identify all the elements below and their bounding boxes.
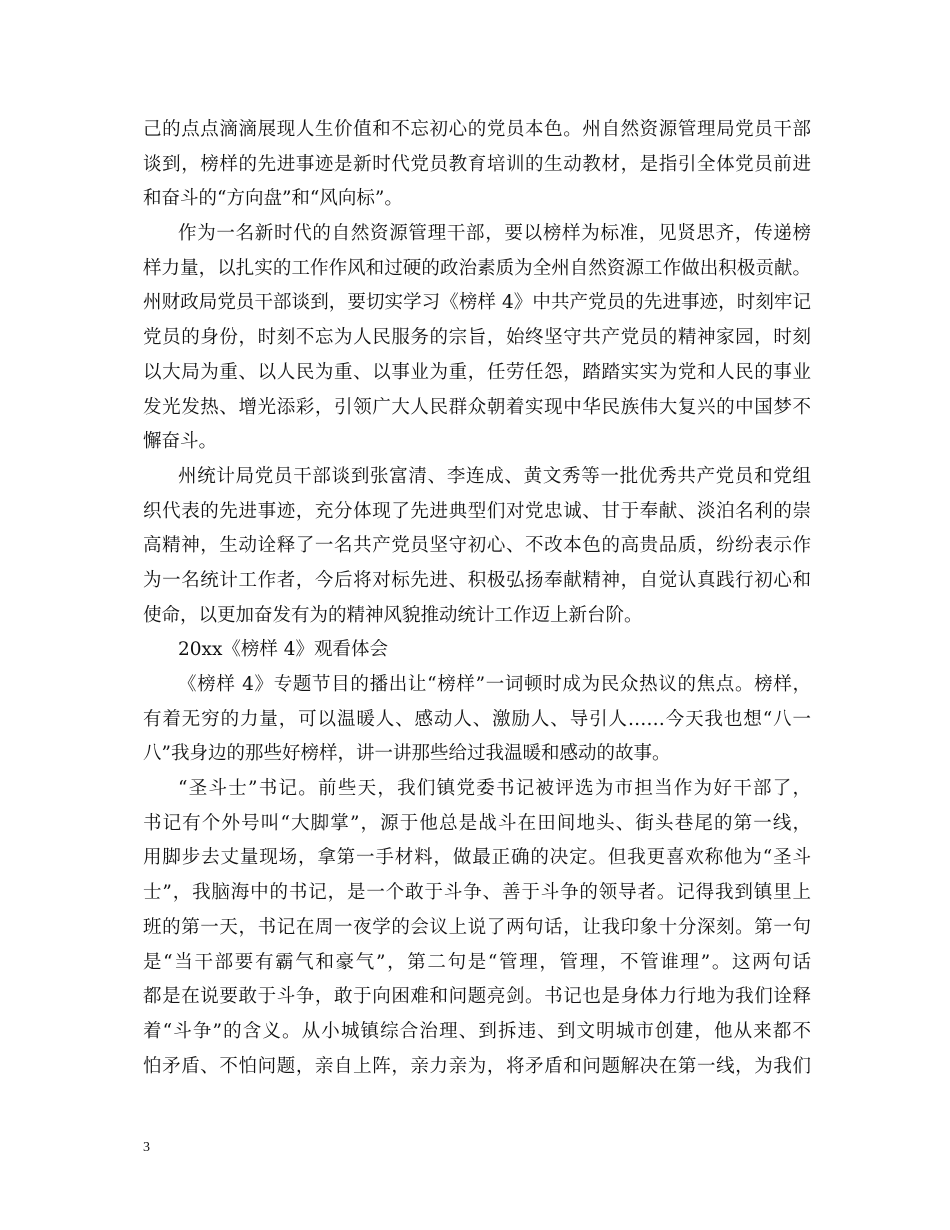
text-line: 士”，我脑海中的书记，是一个敢于斗争、善于斗争的领导者。记得我到镇里上 <box>143 882 811 904</box>
text-line: 织代表的先进事迹，充分体现了先进典型们对党忠诚、甘于奉献、淡泊名利的崇 <box>143 500 811 522</box>
text-line: 是“当干部要有霸气和豪气”，第二句是“管理，管理，不管谁理”。这两句话 <box>143 951 811 973</box>
text-line: 发光发热、增光添彩，引领广大人民群众朝着实现中华民族伟大复兴的中国梦不 <box>143 396 811 418</box>
text-line: 有着无穷的力量，可以温暖人、感动人、激励人、导引人……今天我也想“八一 <box>143 708 811 730</box>
text-line: 怕矛盾、不怕问题，亲自上阵，亲力亲为，将矛盾和问题解决在第一线，为我们 <box>143 1055 811 1077</box>
text-line: 《榜样 4》专题节目的播出让“榜样”一词顿时成为民众热议的焦点。榜样， <box>178 674 811 695</box>
text-line: 为一名统计工作者，今后将对标先进、积极弘扬奉献精神，自觉认真践行初心和 <box>143 569 811 591</box>
text-line: 党员的身份，时刻不忘为人民服务的宗旨，始终坚守共产党员的精神家园，时刻 <box>143 327 811 349</box>
text-line: 都是在说要敢于斗争，敢于向困难和问题亮剑。书记也是身体力行地为我们诠释 <box>143 986 811 1008</box>
text-line: 谈到，榜样的先进事迹是新时代党员教育培训的生动教材，是指引全体党员前进 <box>143 153 811 175</box>
text-line: 作为一名新时代的自然资源管理干部，要以榜样为标准，见贤思齐，传递榜 <box>178 223 811 245</box>
page-number: 3 <box>143 1140 150 1155</box>
text-line: 班的第一天，书记在周一夜学的会议上说了两句话，让我印象十分深刻。第一句 <box>143 916 811 938</box>
text-line: “圣斗士”书记。前些天，我们镇党委书记被评选为市担当作为好干部了， <box>178 778 811 800</box>
text-line: 八”我身边的那些好榜样，讲一讲那些给过我温暖和感动的故事。 <box>143 743 671 765</box>
text-line: 书记有个外号叫“大脚掌”，源于他总是战斗在田间地头、街头巷尾的第一线， <box>143 812 811 834</box>
text-line: 使命，以更加奋发有为的精神风貌推动统计工作迈上新台阶。 <box>143 604 643 626</box>
text-line: 州统计局党员干部谈到张富清、李连成、黄文秀等一批优秀共产党员和党组 <box>178 465 811 487</box>
text-line: 以大局为重、以人民为重、以事业为重，任劳任怨，踏踏实实为党和人民的事业 <box>143 361 811 383</box>
text-line: 高精神，生动诠释了一名共产党员坚守初心、不改本色的高贵品质，纷纷表示作 <box>143 535 811 557</box>
text-line: 和奋斗的“方向盘”和“风向标”。 <box>143 188 403 210</box>
text-line: 样力量，以扎实的工作作风和过硬的政治素质为全州自然资源工作做出积极贡献。 <box>143 257 811 279</box>
text-line: 己的点点滴滴展现人生价值和不忘初心的党员本色。州自然资源管理局党员干部 <box>143 119 811 140</box>
text-line: 20xx《榜样 4》观看体会 <box>178 639 389 661</box>
text-line: 州财政局党员干部谈到，要切实学习《榜样 4》中共产党员的先进事迹，时刻牢记 <box>143 292 811 314</box>
text-line: 着“斗争”的含义。从小城镇综合治理、到拆违、到文明城市创建，他从来都不 <box>143 1020 811 1042</box>
document-body <box>143 113 811 1084</box>
text-line: 懈奋斗。 <box>143 431 218 453</box>
text-line: 用脚步去丈量现场，拿第一手材料，做最正确的决定。但我更喜欢称他为“圣斗 <box>143 847 811 869</box>
